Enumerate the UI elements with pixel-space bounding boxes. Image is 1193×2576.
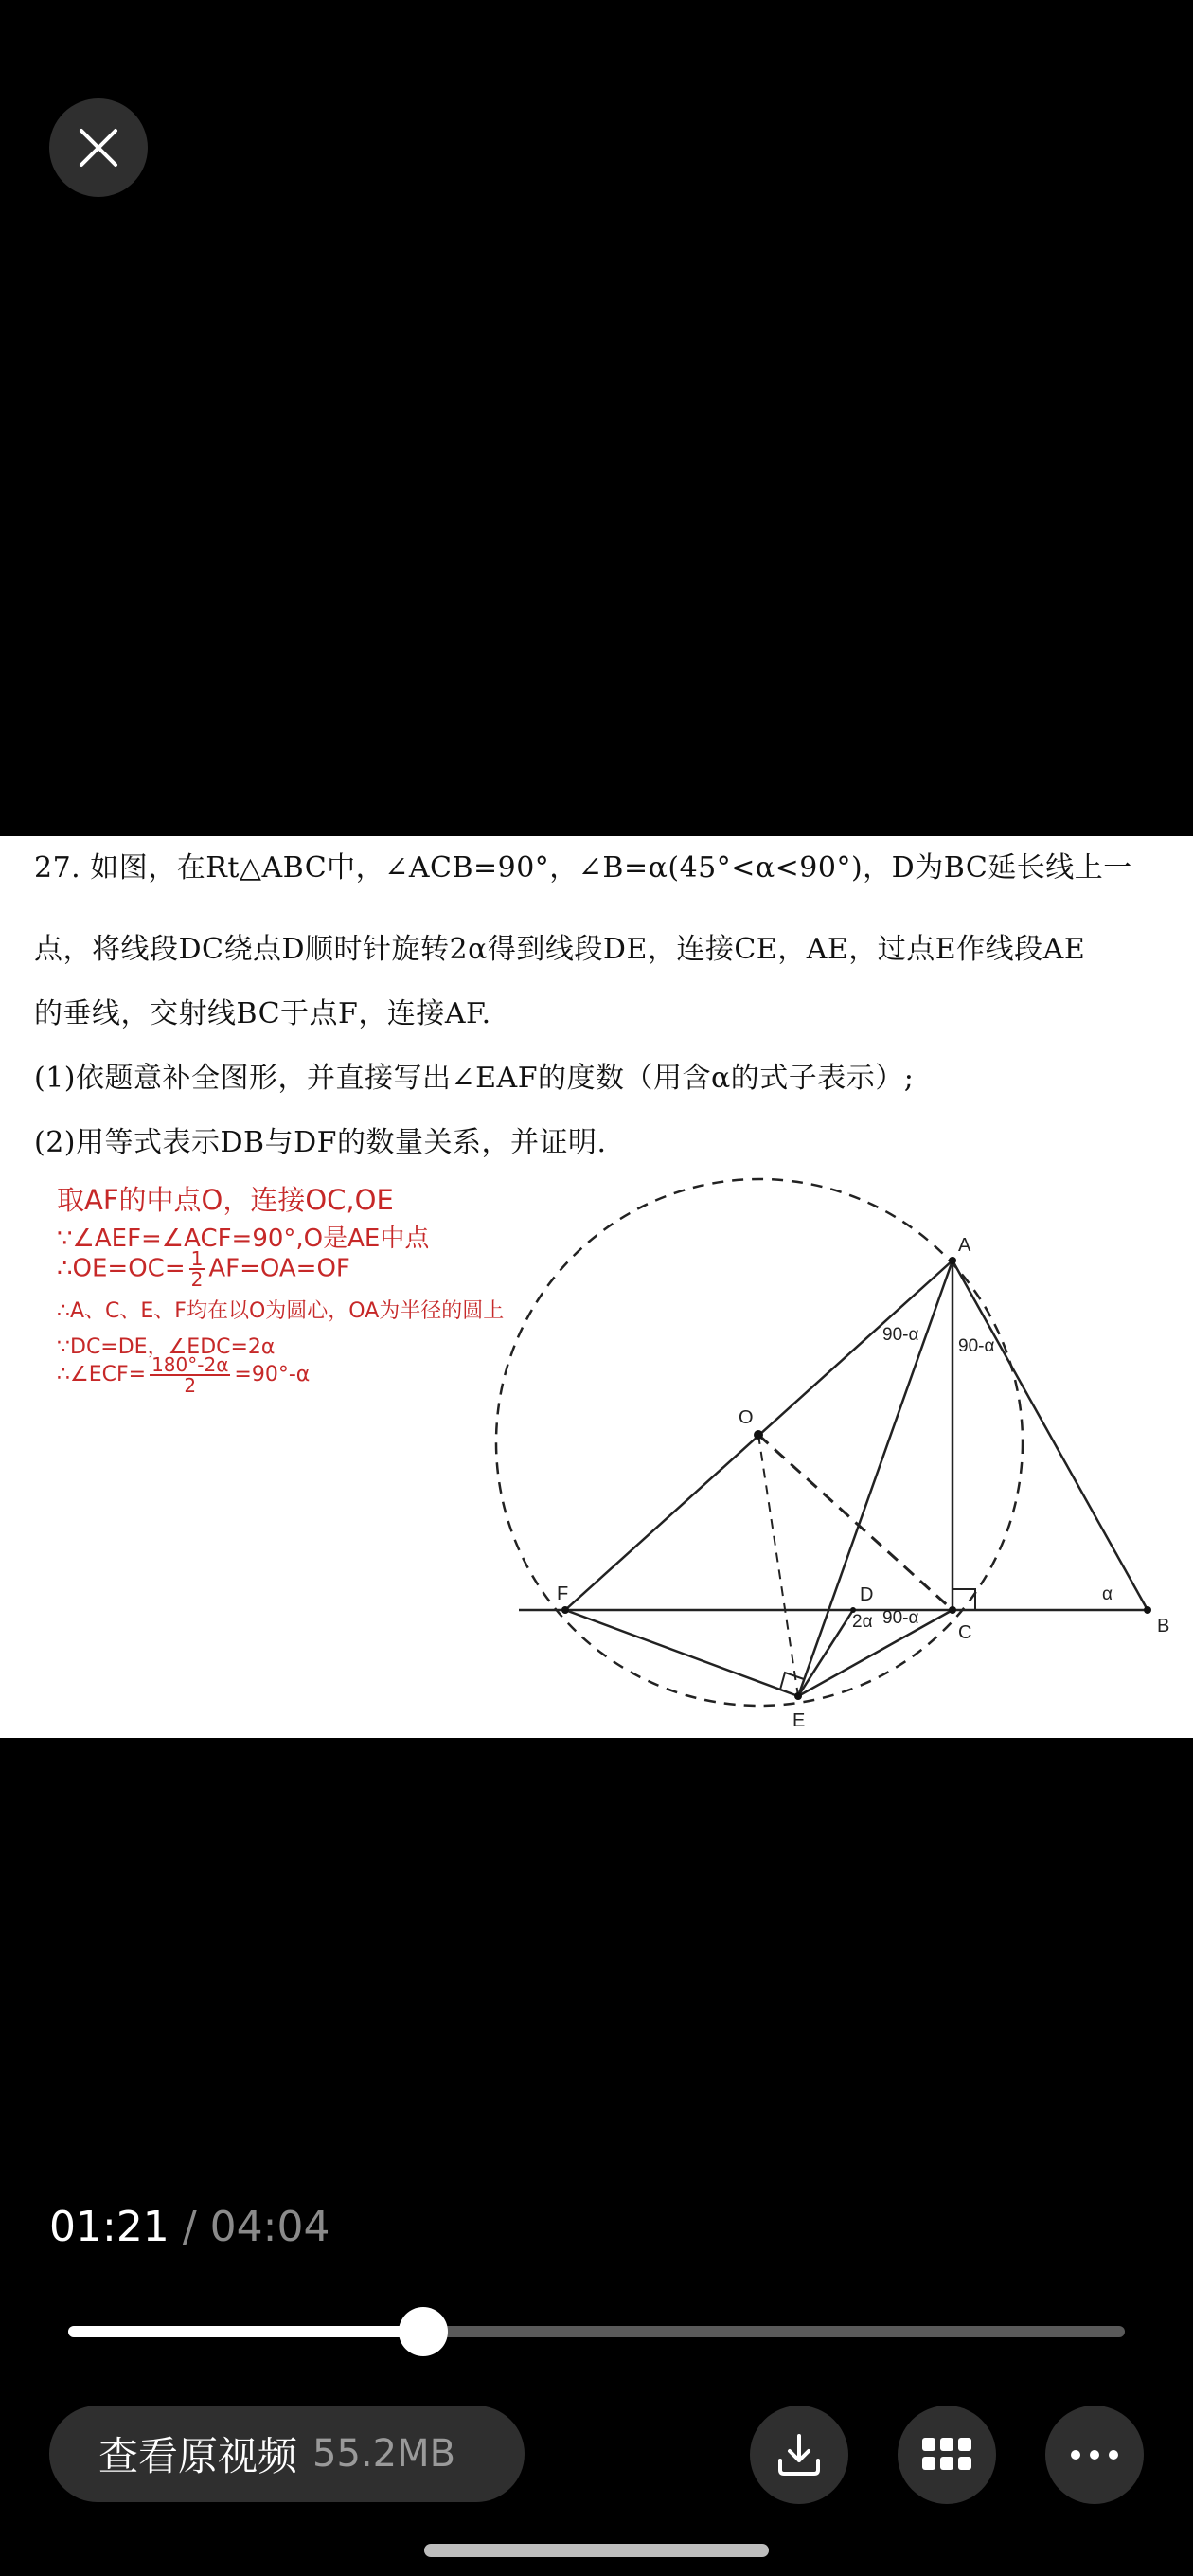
- total-time: 04:04: [209, 2203, 330, 2251]
- line-ce: [798, 1610, 953, 1696]
- half-denominator: 2: [190, 1268, 204, 1291]
- download-button[interactable]: [750, 2406, 848, 2504]
- view-original-label: 查看原视频: [98, 2433, 298, 2479]
- close-icon: [78, 127, 119, 169]
- view-original-button[interactable]: [49, 2406, 525, 2502]
- solution-line-3a: ∴OE=OC=: [57, 1254, 186, 1283]
- line-ae: [798, 1261, 953, 1696]
- half-numerator: 1: [190, 1247, 204, 1270]
- download-icon: [773, 2428, 826, 2481]
- angle-label-c: 90-α: [882, 1608, 919, 1628]
- point-o: [754, 1430, 763, 1440]
- solution-line-2: ∵∠AEF=∠ACF=90°,O是AE中点: [57, 1225, 430, 1253]
- point-a: [949, 1257, 956, 1264]
- angle-numerator: 180°-2α: [151, 1353, 229, 1376]
- angle-label-a2: 90-α: [958, 1336, 995, 1356]
- label-c: C: [958, 1622, 972, 1643]
- angle-denominator: 2: [184, 1374, 197, 1397]
- video-frame: [0, 836, 1193, 1738]
- progress-fill: [68, 2326, 423, 2337]
- label-f: F: [557, 1583, 569, 1604]
- point-f: [561, 1606, 569, 1614]
- angle-label-a1: 90-α: [882, 1325, 919, 1345]
- more-button[interactable]: [1045, 2406, 1144, 2504]
- grid-button[interactable]: [898, 2406, 996, 2504]
- angle-label-d: 2α: [852, 1612, 873, 1632]
- label-a: A: [958, 1235, 971, 1256]
- line-oc: [758, 1435, 953, 1610]
- label-e: E: [792, 1710, 806, 1731]
- point-b: [1144, 1606, 1151, 1614]
- line-oe: [758, 1435, 798, 1696]
- question-line-2: 点，将线段DC绕点D顺时针旋转2α得到线段DE，连接CE，AE，过点E作线段AE: [34, 933, 1086, 966]
- question-line-5: (2)用等式表示DB与DF的数量关系，并证明.: [34, 1126, 607, 1159]
- home-indicator: [424, 2544, 769, 2557]
- more-icon: [1068, 2447, 1121, 2462]
- grid-icon: [920, 2436, 973, 2474]
- solution-line-3b: AF=OA=OF: [208, 1254, 350, 1283]
- line-de: [798, 1610, 853, 1696]
- time-separator: /: [182, 2203, 197, 2251]
- solution-line-1: 取AF的中点O，连接OC,OE: [57, 1184, 394, 1216]
- solution-line-6a: ∴∠ECF=: [57, 1363, 147, 1386]
- close-button[interactable]: [49, 98, 148, 197]
- time-display: [49, 2203, 329, 2251]
- question-line-3: 的垂线，交射线BC于点F，连接AF.: [34, 997, 491, 1030]
- current-time: 01:21: [49, 2203, 169, 2251]
- progress-thumb[interactable]: [399, 2307, 448, 2356]
- solution-line-4: ∴A、C、E、F均在以O为圆心，OA为半径的圆上: [57, 1299, 505, 1323]
- question-line-1: 27. 如图，在Rt△ABC中，∠ACB=90°，∠B=α(45°<α<90°)，D为BC延长线上一: [34, 851, 1132, 885]
- solution-line-5: ∵DC=DE，∠EDC=2α: [57, 1335, 276, 1359]
- point-c: [949, 1606, 956, 1614]
- progress-slider[interactable]: [68, 2326, 1125, 2337]
- geometry-diagram: [0, 836, 1193, 1738]
- angle-label-b: α: [1102, 1584, 1113, 1604]
- label-d: D: [860, 1584, 874, 1605]
- point-e: [794, 1692, 802, 1700]
- line-ab: [953, 1261, 1148, 1610]
- question-line-4: (1)依题意补全图形，并直接写出∠EAF的度数（用含α的式子表示）;: [34, 1062, 915, 1095]
- label-o: O: [739, 1407, 754, 1428]
- file-size: 55.2MB: [312, 2432, 456, 2476]
- label-b: B: [1157, 1616, 1170, 1637]
- solution-line-6b: =90°-α: [234, 1363, 311, 1386]
